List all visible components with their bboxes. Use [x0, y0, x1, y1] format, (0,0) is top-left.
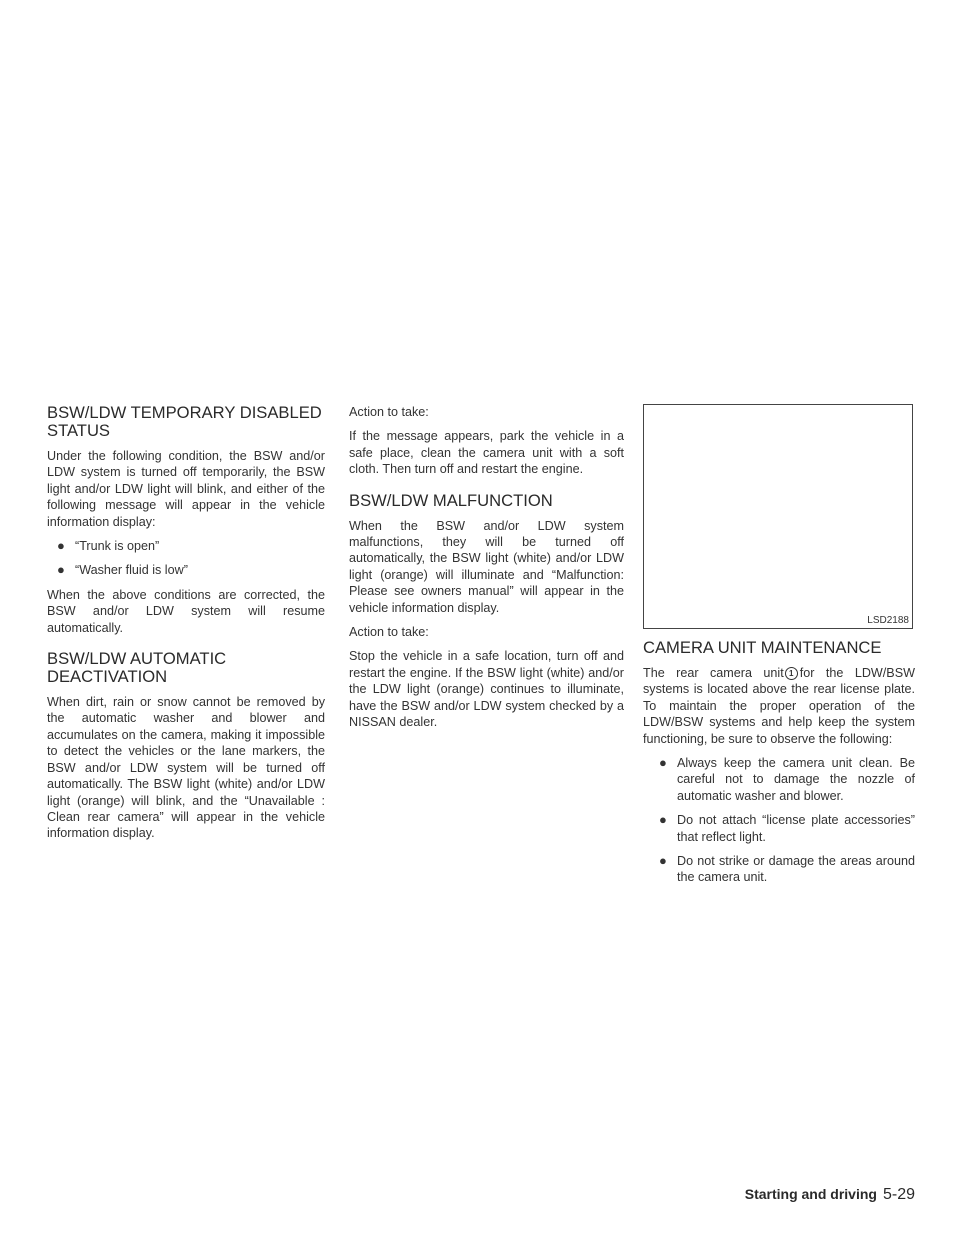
list-item: ● Always keep the camera unit clean. Be careful not to damage the nozzle of automatic washer and blower. [659, 755, 915, 803]
list-item: ● Do not strike or damage the areas around the camera unit. [659, 853, 915, 885]
page-number: 5-29 [882, 1186, 915, 1203]
paragraph-action-malfunction: Stop the vehicle in a safe location, turn off and restart the engine. If the BSW light (white) and/or the LDW light (orange) continues to illuminate, have the BSW and/or LDW system checked by a NISSAN dealer. [349, 649, 624, 730]
paragraph-malfunction: When the BSW and/or LDW system malfunctions, they will be turned off automatically, the BSW light (white) and/or LDW light (orange) will illuminate and “Malfunction: Please see owners manual” will appear in the vehicle information display. [349, 518, 624, 615]
page-footer [745, 1185, 915, 1204]
bullet-icon: ● [57, 538, 65, 554]
paragraph-action-message: If the message appears, park the vehicle in a safe place, clean the camera unit with a soft cloth. Then turn off and restart the engine. [349, 429, 624, 477]
camera-figure [643, 404, 913, 629]
column-left [47, 404, 325, 850]
section-title: Starting and driving [744, 1186, 877, 1202]
heading-temporary-disabled: BSW/LDW TEMPORARY DISABLED STATUS [47, 403, 322, 440]
action-label: Action to take: [349, 405, 429, 419]
list-item: ● “Washer fluid is low” [57, 562, 188, 578]
column-right [643, 404, 915, 894]
list-item: ● “Trunk is open” [57, 538, 160, 554]
bullet-icon: ● [659, 853, 667, 869]
maintenance-list [643, 755, 915, 886]
message-list [47, 538, 325, 579]
callout-number-icon: 1 [785, 667, 798, 680]
list-item: ● Do not attach “license plate accessories” that reflect light. [659, 812, 915, 844]
action-label: Action to take: [349, 625, 429, 640]
heading-malfunction: BSW/LDW MALFUNCTION [349, 490, 553, 510]
paragraph-automatic-deactivation: When dirt, rain or snow cannot be removed by the automatic washer and blower and accumulates on the camera, making it impossible to detect the vehicles or the lane markers, the BSW and/or LDW system will be turned off automatically. The BSW light (white) and/or LDW light (orange) will blink, and the “Unavailable : Clean rear camera” will appear in the vehicle information display. [47, 695, 325, 841]
figure-code: LSD2188 [867, 615, 909, 626]
paragraph-camera-maintenance: The rear camera unit 1 for the LDW/BSW systems is located above the rear license plate. To maintain the proper operation of the LDW/BSW systems and help keep the system functioning, be sure to observe the following: [643, 666, 915, 746]
bullet-icon: ● [659, 755, 667, 771]
column-middle [349, 404, 624, 739]
bullet-icon: ● [659, 812, 667, 828]
heading-camera-maintenance: CAMERA UNIT MAINTENANCE [643, 638, 882, 657]
paragraph-temporary-disabled: Under the following condition, the BSW and/or LDW system is turned off temporarily, the BSW light and/or LDW light will blink, and either of the following message will appear in the vehicle information display: [47, 449, 325, 529]
heading-automatic-deactivation: BSW/LDW AUTOMATIC DEACTIVATION [47, 649, 227, 687]
paragraph-conditions-corrected: When the above conditions are corrected, the BSW and/or LDW system will resume automatically. [47, 587, 325, 635]
bullet-icon: ● [57, 562, 65, 578]
